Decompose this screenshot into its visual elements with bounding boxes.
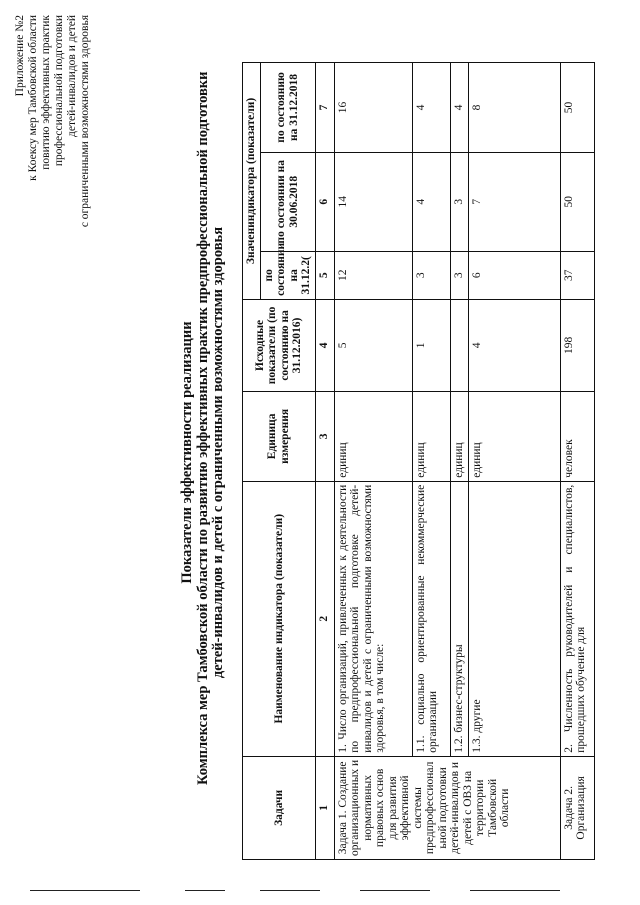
indicator-name: 1. Число организаций, привлеченных к деятельности по предпрофессиональной подготовке детей-инвалидов и детей с ограниченными возможностями здоровья, в том числе: [334, 481, 412, 756]
value-2: 50 [560, 152, 594, 251]
value-3: 4 [450, 63, 468, 153]
value-3: 8 [468, 63, 560, 153]
header-tasks: Задачи [243, 756, 316, 859]
column-number: 2 [315, 481, 334, 756]
indicator-name: 2. Численность руководителей и специалистов, прошедших обучение для [560, 481, 594, 756]
table-row [560, 63, 594, 860]
value-1: 37 [560, 251, 594, 299]
indicator-unit: единиц [334, 391, 412, 481]
header-values-group: Значениндикатора (показатели) [243, 63, 261, 300]
baseline-value [450, 299, 468, 391]
appendix-line: с ограниченными возможностями здоровья [79, 15, 91, 228]
appendix-note [14, 15, 92, 315]
value-1: 12 [334, 251, 412, 299]
indicator-name: 1.2. бизнес-структуры [450, 481, 468, 756]
scan-edge-mark [260, 890, 320, 891]
scan-edge-mark [470, 890, 560, 891]
value-3: 16 [334, 63, 412, 153]
column-number: 5 [315, 251, 334, 299]
value-1: 6 [468, 251, 560, 299]
value-2: 14 [334, 152, 412, 251]
value-3: 4 [412, 63, 450, 153]
header-value-3: по состоянию на 31.12.2018 [260, 63, 315, 153]
column-number: 1 [315, 756, 334, 859]
task-1-cell: Задача 1. Создание организационных и нормативных правовых основ для развития эффективной системы предпрофессионал ьной подготовки детей-инвалидов и детей с ОВЗ на территории Тамбовской области [334, 756, 560, 859]
table-row [412, 63, 450, 860]
value-2: 4 [412, 152, 450, 251]
header-value-2: по состоянии на 30.06.2018 [260, 152, 315, 251]
value-1: 3 [412, 251, 450, 299]
indicator-unit: человек [560, 391, 594, 481]
table-row [450, 63, 468, 860]
scan-edge-mark [30, 890, 140, 891]
document-title [179, 71, 227, 785]
table-row [468, 63, 560, 860]
header-unit: Единица измерения [243, 391, 316, 481]
appendix-line: повитию эффективных практик [40, 15, 52, 170]
appendix-line: к Коексу мер Тамбовской области [27, 15, 39, 181]
indicator-name: 1.1. социально ориентированные некоммерческие организации [412, 481, 450, 756]
task-2-cell: Задача 2. Организация [560, 756, 594, 859]
title-line: Показатели эффективности реализации [179, 321, 195, 584]
value-2: 7 [468, 152, 560, 251]
value-1: 3 [450, 251, 468, 299]
column-numbers-row [315, 63, 334, 860]
title-line: Комплекса мер Тамбовской области по развитию эффективных практик предпрофессиональной подготовки [194, 71, 211, 785]
indicator-unit: единиц [412, 391, 450, 481]
appendix-line: Приложение №2 [14, 15, 26, 97]
appendix-line: профессиональной подготовки [53, 15, 65, 167]
table-header-row [243, 63, 261, 860]
title-line: детей-инвалидов и детей с ограниченными возможностями здоровья [210, 226, 226, 679]
header-baseline: Исходные показатели (по состоянию на 31.12.2016) [243, 299, 316, 391]
scan-edge-mark [185, 890, 225, 891]
column-number: 6 [315, 152, 334, 251]
indicator-unit: единиц [450, 391, 468, 481]
table-row [334, 63, 412, 860]
column-number: 7 [315, 63, 334, 153]
value-3: 50 [560, 63, 594, 153]
column-number: 4 [315, 299, 334, 391]
value-2: 3 [450, 152, 468, 251]
baseline-value: 1 [412, 299, 450, 391]
indicators-table [242, 62, 595, 860]
baseline-value: 198 [560, 299, 594, 391]
indicator-unit: единиц [468, 391, 560, 481]
header-indicator-name: Наименование индикатора (показатели) [243, 481, 316, 756]
scan-edge-mark [360, 890, 430, 891]
header-value-1: по состоянии на 31.12.2( [260, 251, 315, 299]
baseline-value: 5 [334, 299, 412, 391]
column-number: 3 [315, 391, 334, 481]
baseline-value: 4 [468, 299, 560, 391]
indicator-name: 1.3. другие [468, 481, 560, 756]
appendix-line: детей-инвалидов и детей [66, 15, 78, 137]
